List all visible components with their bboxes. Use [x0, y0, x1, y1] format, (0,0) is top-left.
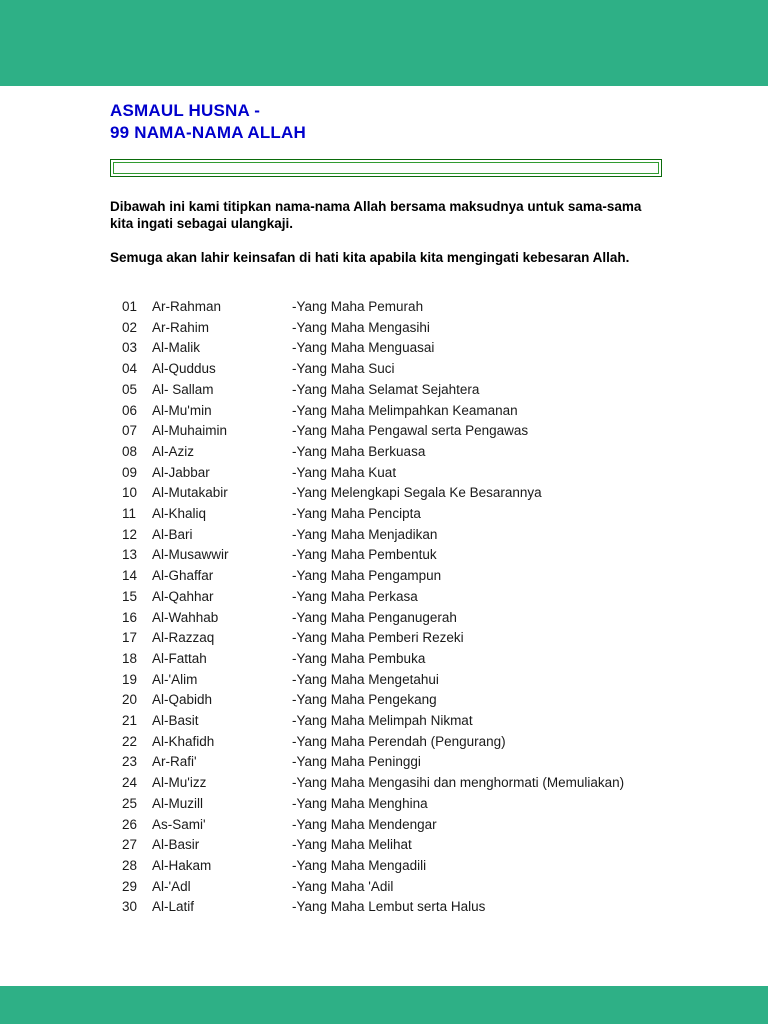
- list-row: [122, 670, 718, 691]
- list-row: [122, 442, 718, 463]
- row-meaning: -Yang Maha Selamat Sejahtera: [292, 381, 480, 397]
- list-row: [122, 628, 718, 649]
- list-row: [122, 359, 718, 380]
- row-number: 01: [122, 299, 138, 314]
- row-number: 12: [122, 526, 138, 542]
- row-name: Al-Basir: [152, 837, 200, 853]
- row-meaning: -Yang Maha Pencipta: [292, 506, 421, 522]
- green-rule-box-inner: [113, 162, 659, 174]
- list-row: [122, 815, 718, 836]
- row-number: 26: [122, 816, 138, 832]
- list-row: [122, 545, 718, 566]
- row-name: Al- Sallam: [152, 381, 214, 397]
- green-rule-box: [110, 159, 662, 177]
- row-meaning: -Yang Maha Pemberi Rezeki: [292, 630, 464, 646]
- row-name: Al-Hakam: [152, 857, 212, 873]
- row-name: As-Sami': [152, 816, 206, 832]
- row-number: 19: [122, 671, 138, 687]
- row-name: Al-Khafidh: [152, 733, 215, 749]
- row-number: 02: [122, 319, 138, 335]
- row-name: Ar-Rafi': [152, 754, 197, 770]
- row-meaning: -Yang Maha Melimpahkan Keamanan: [292, 402, 518, 418]
- row-meaning: -Yang Maha Penganugerah: [292, 609, 457, 625]
- row-meaning: -Yang Maha Berkuasa: [292, 443, 426, 459]
- list-row: [122, 835, 718, 856]
- row-meaning: -Yang Maha Mengadili: [292, 857, 427, 873]
- row-meaning: -Yang Maha Peninggi: [292, 754, 421, 770]
- bottom-green-margin: [0, 986, 768, 1024]
- row-number: 21: [122, 713, 138, 729]
- row-name: Al-Khaliq: [152, 506, 207, 522]
- list-row: [122, 421, 718, 442]
- list-row: [122, 897, 718, 918]
- list-row: [122, 380, 718, 401]
- row-number: 04: [122, 361, 138, 377]
- row-number: 20: [122, 692, 138, 708]
- row-meaning: -Yang Maha Pengawal serta Pengawas: [292, 423, 529, 439]
- row-number: 03: [122, 340, 138, 356]
- list-row: [122, 752, 718, 773]
- row-number: 15: [122, 588, 138, 604]
- row-name: Al-Mu'min: [152, 402, 212, 418]
- row-name: Al-Fattah: [152, 650, 207, 666]
- row-meaning: -Yang Maha Mengasihi dan menghormati (Memuliakan): [292, 775, 625, 791]
- row-meaning: -Yang Maha Lembut serta Halus: [292, 899, 486, 915]
- row-number: 10: [122, 485, 138, 501]
- row-meaning: -Yang Maha Pengampun: [292, 568, 442, 584]
- row-name: Al-'Adl: [152, 878, 191, 894]
- row-name: Al-Quddus: [152, 361, 216, 377]
- row-number: 24: [122, 775, 138, 791]
- list-row: [122, 463, 718, 484]
- list-row: [122, 794, 718, 815]
- page-title-line2: 99 NAMA-NAMA ALLAH: [110, 123, 306, 142]
- row-meaning: -Yang Maha Melihat: [292, 837, 412, 853]
- row-name: Al-Qabidh: [152, 692, 213, 708]
- row-meaning: -Yang Maha Pembentuk: [292, 547, 437, 563]
- row-meaning: -Yang Maha Menjadikan: [292, 526, 438, 542]
- row-meaning: -Yang Maha Mengetahui: [292, 671, 439, 687]
- row-number: 25: [122, 795, 138, 811]
- row-number: 11: [122, 506, 137, 522]
- names-list: [122, 297, 718, 918]
- row-meaning: -Yang Maha Pemurah: [292, 299, 424, 314]
- row-name: Al-Ghaffar: [152, 568, 214, 584]
- row-meaning: -Yang Maha Suci: [292, 361, 395, 377]
- row-name: Al-Latif: [152, 899, 195, 915]
- list-row: [122, 318, 718, 339]
- row-name: Al-Malik: [152, 340, 201, 356]
- page-title-line1: ASMAUL HUSNA -: [110, 101, 261, 120]
- row-number: 07: [122, 423, 138, 439]
- list-row: [122, 401, 718, 422]
- list-row: [122, 566, 718, 587]
- row-meaning: -Yang Melengkapi Segala Ke Besarannya: [292, 485, 542, 501]
- row-meaning: -Yang Maha Pembuka: [292, 650, 426, 666]
- row-meaning: -Yang Maha Mendengar: [292, 816, 437, 832]
- page-title: [110, 100, 718, 144]
- row-meaning: -Yang Maha Melimpah Nikmat: [292, 713, 473, 729]
- row-name: Al-Basit: [152, 713, 199, 729]
- row-number: 18: [122, 650, 138, 666]
- list-row: [122, 297, 718, 318]
- row-meaning: -Yang Maha Perkasa: [292, 588, 418, 604]
- list-row: [122, 338, 718, 359]
- row-name: Al-Musawwir: [152, 547, 229, 563]
- row-number: 22: [122, 733, 138, 749]
- list-row: [122, 773, 718, 794]
- row-number: 14: [122, 568, 138, 584]
- list-row: [122, 504, 718, 525]
- row-meaning: -Yang Maha 'Adil: [292, 878, 394, 894]
- row-number: 13: [122, 547, 138, 563]
- row-number: 17: [122, 630, 138, 646]
- row-number: 23: [122, 754, 138, 770]
- row-name: Al-Razzaq: [152, 630, 215, 646]
- row-name: Ar-Rahman: [152, 299, 222, 314]
- row-name: Al-Bari: [152, 526, 193, 542]
- row-number: 28: [122, 857, 138, 873]
- row-meaning: -Yang Maha Perendah (Pengurang): [292, 733, 506, 749]
- list-row: [122, 690, 718, 711]
- list-row: [122, 711, 718, 732]
- intro-paragraph-1: Dibawah ini kami titipkan nama-nama Allah bersama maksudnya untuk sama-sama kita ingati sebagai ulangkaji.: [110, 199, 642, 231]
- row-number: 08: [122, 443, 138, 459]
- row-meaning: -Yang Maha Pengekang: [292, 692, 437, 708]
- list-row: [122, 483, 718, 504]
- row-name: Al-Muhaimin: [152, 423, 228, 439]
- row-name: Al-Aziz: [152, 443, 195, 459]
- row-name: Al-Mutakabir: [152, 485, 228, 501]
- row-meaning: -Yang Maha Mengasihi: [292, 319, 430, 335]
- row-meaning: -Yang Maha Kuat: [292, 464, 397, 480]
- row-meaning: -Yang Maha Menghina: [292, 795, 428, 811]
- row-name: Ar-Rahim: [152, 319, 210, 335]
- list-row: [122, 587, 718, 608]
- row-name: Al-Mu'izz: [152, 775, 207, 791]
- page-content: [0, 86, 768, 986]
- top-green-margin: [0, 0, 768, 86]
- row-name: Al-Muzill: [152, 795, 204, 811]
- list-row: [122, 856, 718, 877]
- list-row: [122, 608, 718, 629]
- list-row: [122, 877, 718, 898]
- row-name: Al-Jabbar: [152, 464, 210, 480]
- row-number: 27: [122, 837, 138, 853]
- list-row: [122, 649, 718, 670]
- list-row: [122, 525, 718, 546]
- row-meaning: -Yang Maha Menguasai: [292, 340, 435, 356]
- row-name: Al-Wahhab: [152, 609, 219, 625]
- row-number: 29: [122, 878, 138, 894]
- row-number: 06: [122, 402, 138, 418]
- row-number: 30: [122, 899, 138, 915]
- list-row: [122, 732, 718, 753]
- row-name: Al-'Alim: [152, 671, 198, 687]
- row-number: 16: [122, 609, 138, 625]
- row-number: 09: [122, 464, 138, 480]
- row-name: Al-Qahhar: [152, 588, 214, 604]
- row-number: 05: [122, 381, 138, 397]
- intro-paragraph-2: Semuga akan lahir keinsafan di hati kita apabila kita mengingati kebesaran Allah.: [110, 250, 630, 265]
